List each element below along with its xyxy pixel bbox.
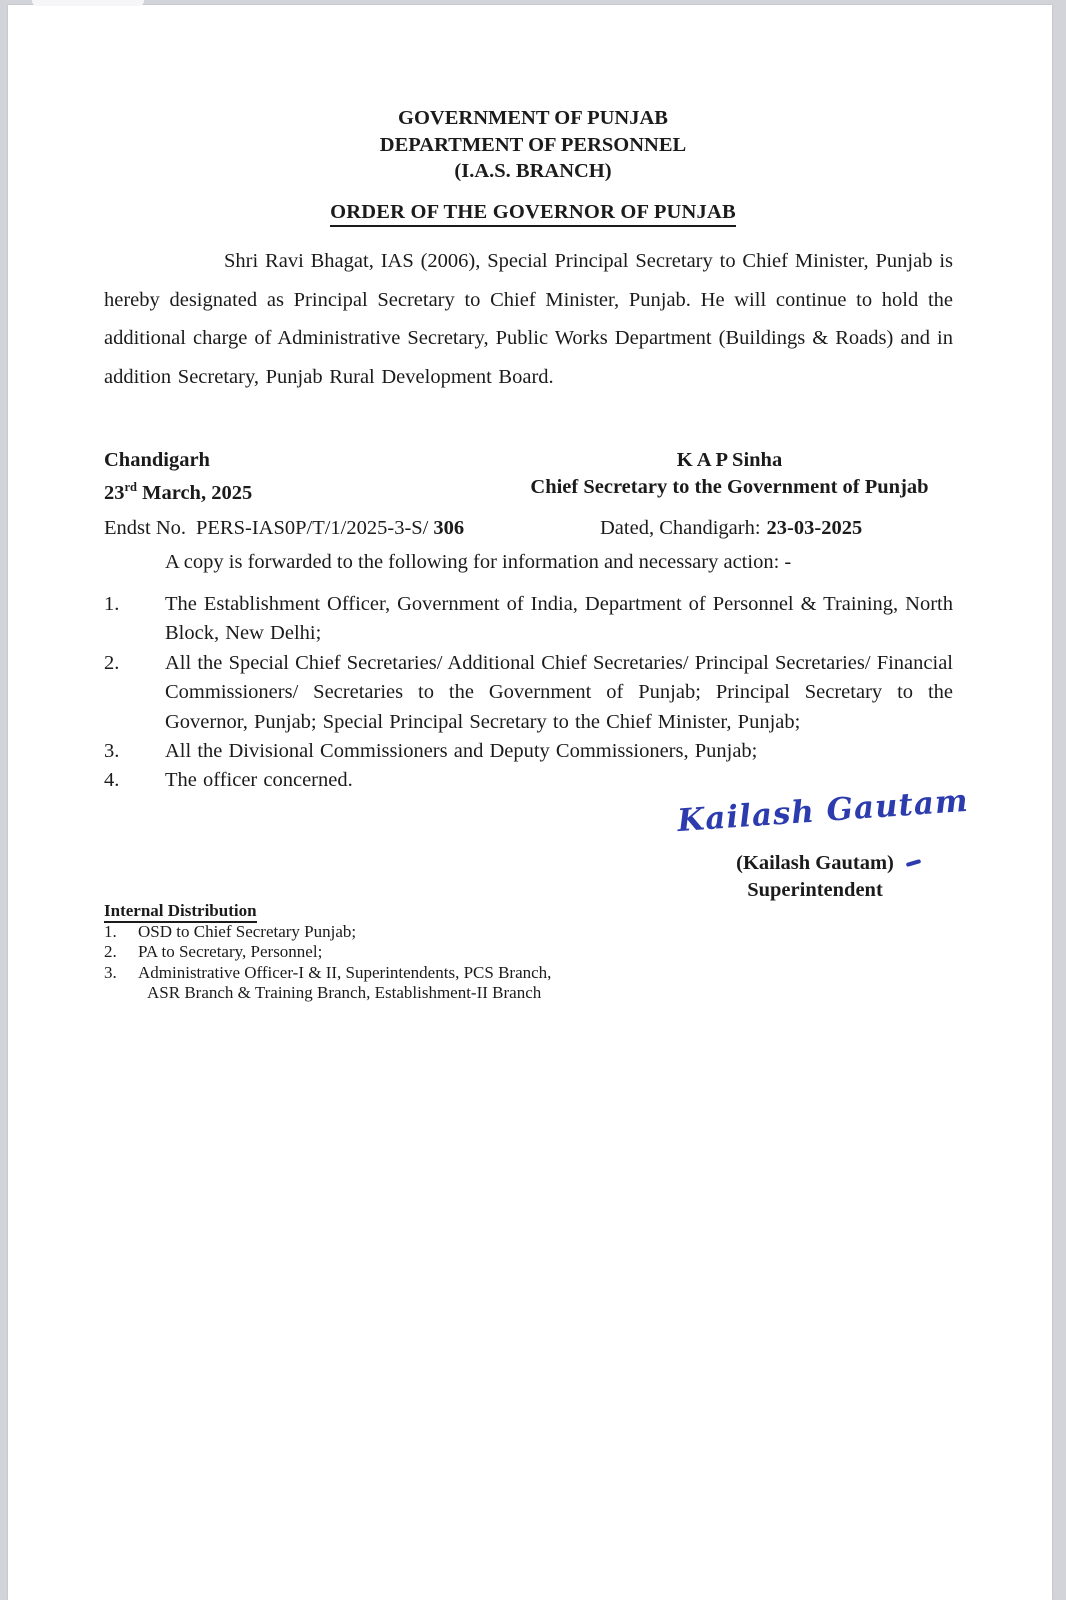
list-item [104,590,953,649]
list-item-number: 2. [104,942,117,962]
letterhead-department: DEPARTMENT OF PERSONNEL [379,133,687,156]
place-date-block [104,447,252,507]
date-day: 23 [104,481,125,504]
copy-forwarded-intro: A copy is forwarded to the following for information and necessary action: - [165,551,792,573]
list-item [104,649,953,737]
list-item-number: 4. [104,769,120,792]
list-item-text-line1: Administrative Officer-I & II, Superintendents, PCS Branch, [138,962,552,982]
dated-label: Dated, Chandigarh: [600,517,761,539]
list-item-number: 1. [104,922,117,941]
page-top-edge-notch [32,0,144,6]
list-item [104,942,724,962]
place: Chandigarh [104,449,210,471]
letterhead [0,105,1066,185]
endorsement-number-row [104,517,464,540]
dated-row [600,517,862,540]
list-item-text-line2: ASR Branch & Training Branch, Establishment-II Branch [147,982,542,1002]
endst-reference: PERS-IAS0P/T/1/2025-3-S/ [196,517,429,539]
signatory-designation: Superintendent [747,879,883,901]
letterhead-branch: (I.A.S. BRANCH) [454,160,612,182]
list-item-text: PA to Secretary, Personnel; [138,942,323,962]
signatory-name: (Kailash Gautam) [736,852,894,874]
officer-title: Chief Secretary to the Government of Punjab [530,476,929,498]
signature-handwriting: Kailash Gautam [676,782,970,840]
list-item [104,922,724,942]
order-title [0,201,1066,227]
letterhead-government: GOVERNMENT OF PUNJAB [398,107,668,129]
list-item [104,963,724,1004]
list-item-text: All the Special Chief Secretaries/ Additional Chief Secretaries/ Principal Secretaries/ Financial Commissioners/ Secretaries to the Government of Punjab; Principal Secretary to the Governor, Punjab; Special Principal Secretary to the Chief Minister, Punjab; [165,651,953,733]
list-item-number: 1. [104,593,120,615]
list-item-text [138,963,724,1004]
endst-serial: 306 [433,517,465,539]
list-item-number: 3. [104,740,120,763]
date-ordinal-suffix: rd [124,480,137,494]
internal-distribution-heading [104,901,257,923]
endst-label: Endst No. [104,517,186,539]
signing-officer-block [506,447,953,501]
internal-distribution-heading-text: Internal Distribution [104,901,257,923]
list-item-number: 3. [104,962,117,982]
order-title-text: ORDER OF THE GOVERNOR OF PUNJAB [330,201,736,227]
list-item-number: 2. [104,651,120,674]
copy-distribution-list [104,590,953,796]
list-item-text: The Establishment Officer, Government of India, Department of Personnel & Training, North Block, New Delhi; [165,593,953,645]
internal-distribution-list [104,922,724,1003]
list-item-text: The officer concerned. [165,769,353,792]
list-item-text: All the Divisional Commissioners and Deputy Commissioners, Punjab; [165,740,758,763]
date-rest: March, 2025 [137,481,253,504]
list-item [104,766,953,795]
date-line [104,474,252,507]
list-item [104,737,953,766]
officer-name: K A P Sinha [676,449,783,471]
dated-value: 23-03-2025 [766,517,863,539]
order-body-paragraph: Shri Ravi Bhagat, IAS (2006), Special Principal Secretary to Chief Minister, Punjab is hereby designated as Principal Secretary to Chief Minister, Punjab. He will continue to hold the additional charge of Administrative Secretary, Public Works Department (Buildings & Roads) and in addition Secretary, Punjab Rural Development Board. [104,250,953,388]
list-item-text: OSD to Chief Secretary Punjab; [138,922,357,941]
